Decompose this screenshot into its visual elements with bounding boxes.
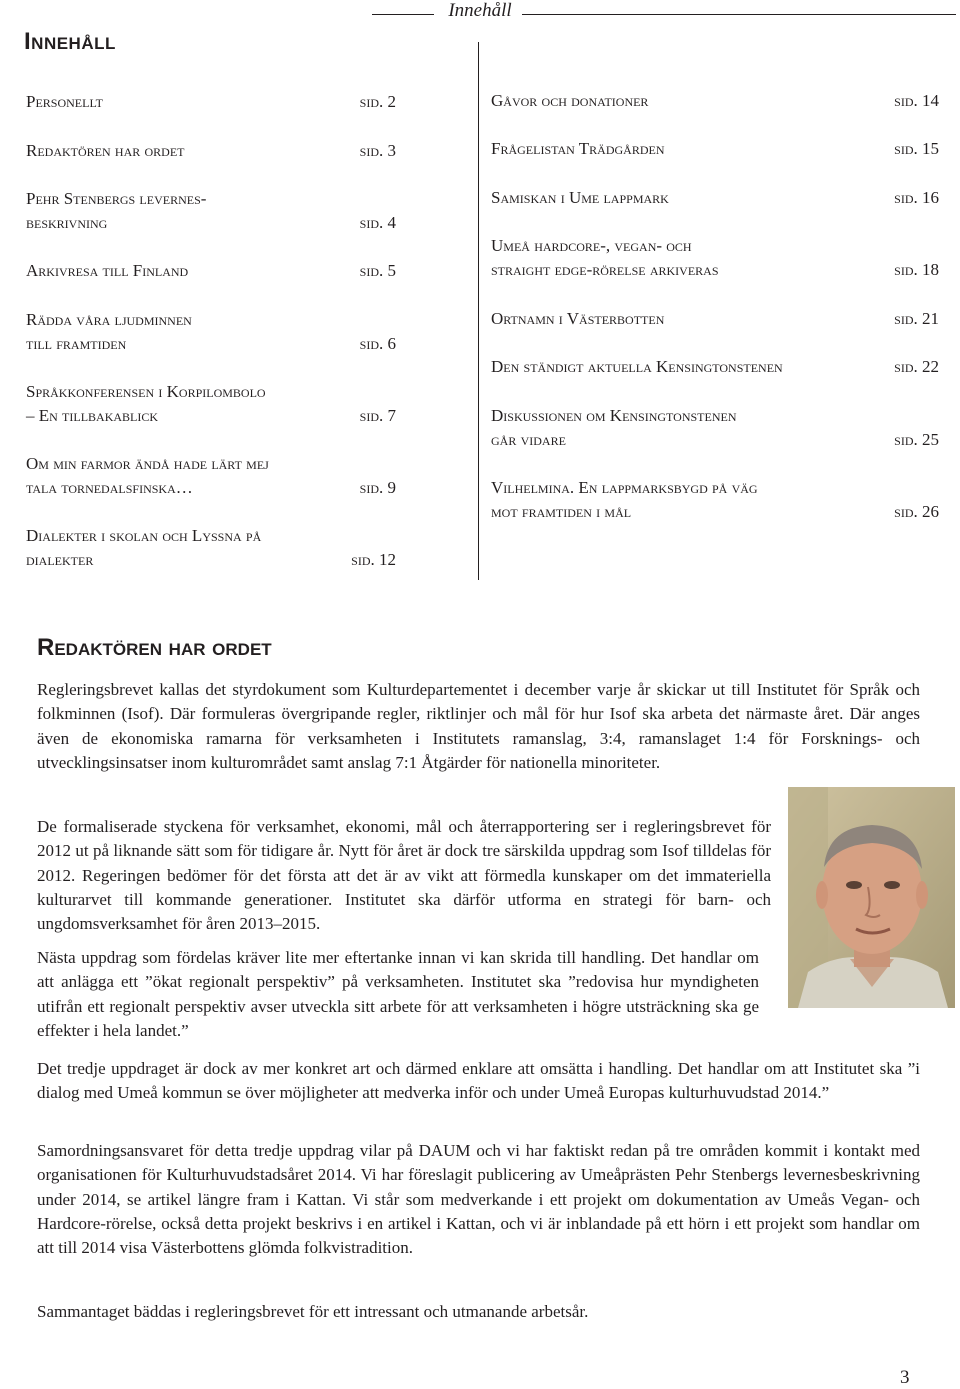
toc-entry-page: sid. 9: [359, 478, 396, 497]
toc-entry-title: Redaktören har ordet: [26, 141, 185, 160]
toc-entry-title: Språkkonferensen i Korpilombolo: [26, 382, 266, 401]
toc-entry-page: sid. 16: [894, 188, 939, 207]
article-paragraph: Sammantaget bäddas i regleringsbrevet för ett intressant och utmanande arbetsår.: [37, 1302, 589, 1321]
toc-entry-title: Vilhelmina. En lappmarksbygd på väg: [491, 478, 758, 497]
toc-entry-title: Rädda våra ljudminnen: [26, 310, 192, 329]
editor-portrait-photo: [788, 787, 955, 1008]
toc-entry-page: sid. 26: [894, 502, 939, 521]
header-rule-left: [372, 14, 434, 15]
toc-entry[interactable]: [26, 139, 396, 163]
toc-entry-title: Dialekter i skolan och Lyssna på: [26, 526, 262, 545]
article-paragraph: De formaliserade styckena för verksamhet, ekonomi, mål och återrapportering ser i regleringsbrevet för 2012 ut på liknande sätt som för tidigare år. Nytt för året är dock tre särskilda uppdrag som Isof tilldelas för 2012. Regeringen bedömer för det första att det är av vikt att förmedla kunskaper om det immateriella kulturarvet till kommande generationer. Institutet ska därför utforma en strategi för barn- och ungdomsverksamhet för åren 2013–2015.: [37, 817, 771, 934]
toc-entry-page: sid. 2: [359, 92, 396, 111]
article-paragraph: Samordningsansvaret för detta tredje uppdrag vilar på DAUM och vi har faktiskt redan på tre områden kommit i kontakt med organisationen för Kulturhuvudstadsåret 2014. Vi har föreslagit publicering av Umeåprästen Pehr Stenbergs levernesbeskrivning under 2014, se artikel längre fram i Kattan. Vi står som medverkande i ett projekt om dokumentation av Umeås Vegan- och Hardcore-rörelse, också detta projekt beskrivs i en artikel i Kattan, och vi är inblandade på ett hörn i ett projekt som handlar om att till 2014 visa Västerbottens glömda folkvistradition.: [37, 1141, 920, 1258]
toc-entry[interactable]: [26, 259, 396, 283]
toc-entry-page: sid. 5: [359, 261, 396, 280]
toc-entry-page: sid. 22: [894, 357, 939, 376]
toc-entry-title: Diskussionen om Kensingtonstenen: [491, 406, 737, 425]
toc-entry-title: Ortnamn i Västerbotten: [491, 309, 665, 328]
toc-entry[interactable]: [491, 137, 939, 161]
toc-entry[interactable]: [26, 308, 396, 356]
article-paragraph: Det tredje uppdraget är dock av mer konkret art och därmed enklare att omsätta i handling. Det handlar om att Institutet ska ”i dialog med Umeå kommun se över möjligheter att medverka inför och under Umeå Europas kulturhuvudstad 2014.”: [37, 1059, 920, 1103]
toc-entry-title-cont: mot framtiden i mål: [491, 502, 632, 521]
toc-entry-page: sid. 12: [351, 550, 396, 569]
toc-entry[interactable]: [491, 234, 939, 282]
toc-entry-title-cont: straight edge-rörelse arkiveras: [491, 260, 719, 279]
toc-entry[interactable]: [491, 404, 939, 452]
toc-entry-page: sid. 18: [894, 260, 939, 279]
toc-entry-page: sid. 3: [359, 141, 396, 160]
toc-entry[interactable]: [26, 90, 396, 114]
toc-entry-title: Arkivresa till Finland: [26, 261, 189, 280]
column-divider: [478, 42, 479, 580]
toc-entry[interactable]: [491, 307, 939, 331]
toc-entry[interactable]: [491, 355, 939, 379]
article-title: Redaktören har ordet: [37, 634, 272, 661]
running-header: Innehåll: [448, 0, 512, 21]
toc-entry[interactable]: [26, 452, 396, 500]
header-rule-right: [522, 14, 956, 15]
toc-entry[interactable]: [26, 524, 396, 572]
toc-entry-title: Frågelistan Trädgården: [491, 139, 665, 158]
toc-entry-page: sid. 4: [359, 213, 396, 232]
toc-entry-title: Om min farmor ändå hade lärt mej: [26, 454, 269, 473]
toc-title: Innehåll: [24, 28, 116, 55]
toc-entry[interactable]: [491, 476, 939, 524]
toc-entry-title-cont: till framtiden: [26, 334, 127, 353]
page-number: 3: [900, 1367, 910, 1388]
toc-entry-page: sid. 14: [894, 91, 939, 110]
toc-entry-page: sid. 6: [359, 334, 396, 353]
toc-entry-page: sid. 7: [359, 406, 396, 425]
toc-entry-title: Gåvor och donationer: [491, 91, 649, 110]
article-paragraph: Nästa uppdrag som fördelas kräver lite mer eftertanke innan vi kan skrida till handling. Det handlar om att anlägga ett ”ökat regionalt perspektiv” på verksamheten. Institutet ska ”redovisa hur myndigheten utifrån ett regionalt perspektiv avser utveckla sitt arbete för att verksamheten i högre utsträckning ska ge effekter i hela landet.”: [37, 948, 759, 1040]
toc-entry[interactable]: [26, 187, 396, 235]
toc-entry-title-cont: går vidare: [491, 430, 566, 449]
toc-entry-title: Pehr Stenbergs levernes-: [26, 189, 207, 208]
toc-entry-title-cont: – En tillbakablick: [26, 406, 159, 425]
toc-entry-title-cont: dialekter: [26, 550, 94, 569]
toc-entry[interactable]: [491, 89, 939, 113]
toc-entry[interactable]: [26, 380, 396, 428]
toc-entry-title: Umeå hardcore-, vegan- och: [491, 236, 692, 255]
toc-entry-title-cont: beskrivning: [26, 213, 108, 232]
toc-entry-page: sid. 21: [894, 309, 939, 328]
toc-entry-page: sid. 25: [894, 430, 939, 449]
toc-entry-title-cont: tala tornedalsfinska…: [26, 478, 193, 497]
toc-entry[interactable]: [491, 186, 939, 210]
toc-entry-title: Samiskan i Ume lappmark: [491, 188, 669, 207]
toc-entry-page: sid. 15: [894, 139, 939, 158]
toc-entry-title: Personellt: [26, 92, 104, 111]
toc-entry-title: Den ständigt aktuella Kensingtonstenen: [491, 357, 783, 376]
article-paragraph: Regleringsbrevet kallas det styrdokument som Kulturdepartementet i december varje år skickar ut till Institutet för Språk och folkminnen (Isof). Där formuleras övergripande regler, riktlinjer och mål för hur Isof ska arbeta det närmaste året. Där anges även de ekonomiska ramarna för verksamheten i Institutets ramanslag, 3:4, ramanslaget 1:4 för Forsknings- och utvecklingsinsatser inom kulturområdet samt anslag 7:1 Åtgärder för nationella minoriteter.: [37, 680, 920, 772]
